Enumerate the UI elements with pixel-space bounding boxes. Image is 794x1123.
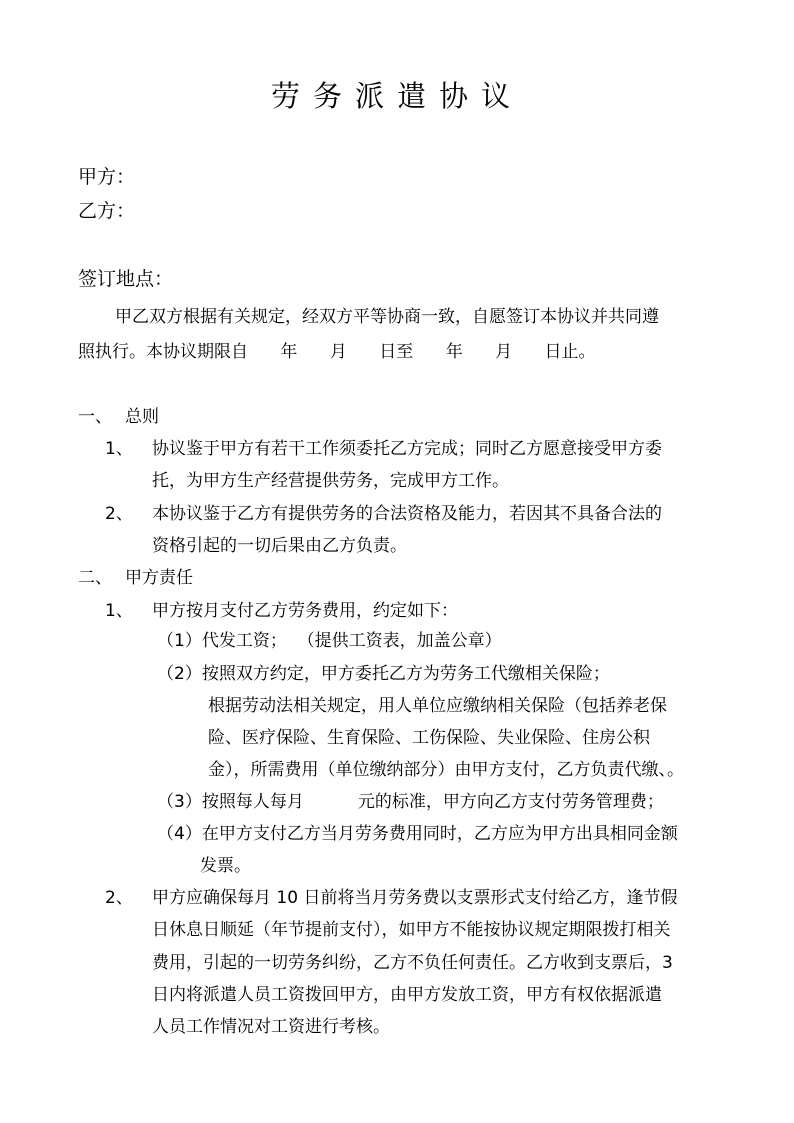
section-2-item-2-line-2: 日休息日顺延（年节提前支付），如甲方不能按协议规定期限拨打相关 <box>152 920 671 940</box>
preamble-line-1: 甲乙双方根据有关规定，经双方平等协商一致，自愿签订本协议并共同遵 <box>115 307 659 327</box>
signing-place-label: 签订地点： <box>78 268 174 290</box>
sub-item-4-line-1: （4）在甲方支付乙方当月劳务费用同时，乙方应为甲方出具相同金额 <box>157 824 678 844</box>
section-2-item-2-line-5: 人员工作情况对工资进行考核。 <box>152 1017 390 1037</box>
section-2-item-2-line-3: 费用，引起的一切劳务纠纷，乙方不负任何责任。乙方收到支票后，3 <box>152 953 673 973</box>
document-title: 劳务派遣协议 <box>270 79 523 113</box>
section-1-item-2-line-2: 资格引起的一切后果由乙方负责。 <box>152 536 407 556</box>
sub-item-1: （1）代发工资； （提供工资表，加盖公章） <box>157 631 502 651</box>
section-1-item-1-number: 1、 <box>105 439 133 459</box>
section-1-item-2-line-1: 本协议鉴于乙方有提供劳务的合法资格及能力，若因其不具备合法的 <box>152 504 662 524</box>
party-a-label: 甲方： <box>78 166 136 188</box>
section-1-number: 一、 <box>78 407 112 427</box>
section-1-item-1-line-1: 协议鉴于甲方有若干工作须委托乙方完成；同时乙方愿意接受甲方委 <box>152 439 662 459</box>
section-1-title: 总则 <box>125 407 159 427</box>
sub-item-2-detail-line-3: 金），所需费用（单位缴纳部分）由甲方支付，乙方负责代缴、。 <box>208 760 684 780</box>
section-2-item-1-text: 甲方按月支付乙方劳务费用，约定如下： <box>152 601 458 621</box>
sub-item-2: （2）按照双方约定，甲方委托乙方为劳务工代缴相关保险； <box>157 664 610 684</box>
section-1-item-2-number: 2、 <box>105 504 133 524</box>
section-2-number: 二、 <box>78 568 112 588</box>
section-2-item-2-line-4: 日内将派遣人员工资拨回甲方，由甲方发放工资，甲方有权依据派遣 <box>152 985 662 1005</box>
sub-item-3: （3）按照每人每月 元的标准，甲方向乙方支付劳务管理费； <box>157 792 664 812</box>
section-2-item-2-number: 2、 <box>105 888 133 908</box>
sub-item-2-detail-line-2: 险、医疗保险、生育保险、工伤保险、失业保险、住房公积 <box>208 728 650 748</box>
section-2-item-1-number: 1、 <box>105 601 133 621</box>
party-b-label: 乙方： <box>78 200 136 222</box>
section-2-item-2-line-1: 甲方应确保每月 10 日前将当月劳务费以支票形式支付给乙方，逢节假 <box>152 888 678 908</box>
section-2-title: 甲方责任 <box>125 568 193 588</box>
preamble-line-2: 照执行。本协议期限自 年 月 日至 年 月 日止。 <box>78 342 596 362</box>
sub-item-4-line-2: 发票。 <box>200 856 251 876</box>
sub-item-2-detail-line-1: 根据劳动法相关规定，用人单位应缴纳相关保险（包括养老保 <box>208 696 667 716</box>
section-1-item-1-line-2: 托，为甲方生产经营提供劳务，完成甲方工作。 <box>152 471 509 491</box>
